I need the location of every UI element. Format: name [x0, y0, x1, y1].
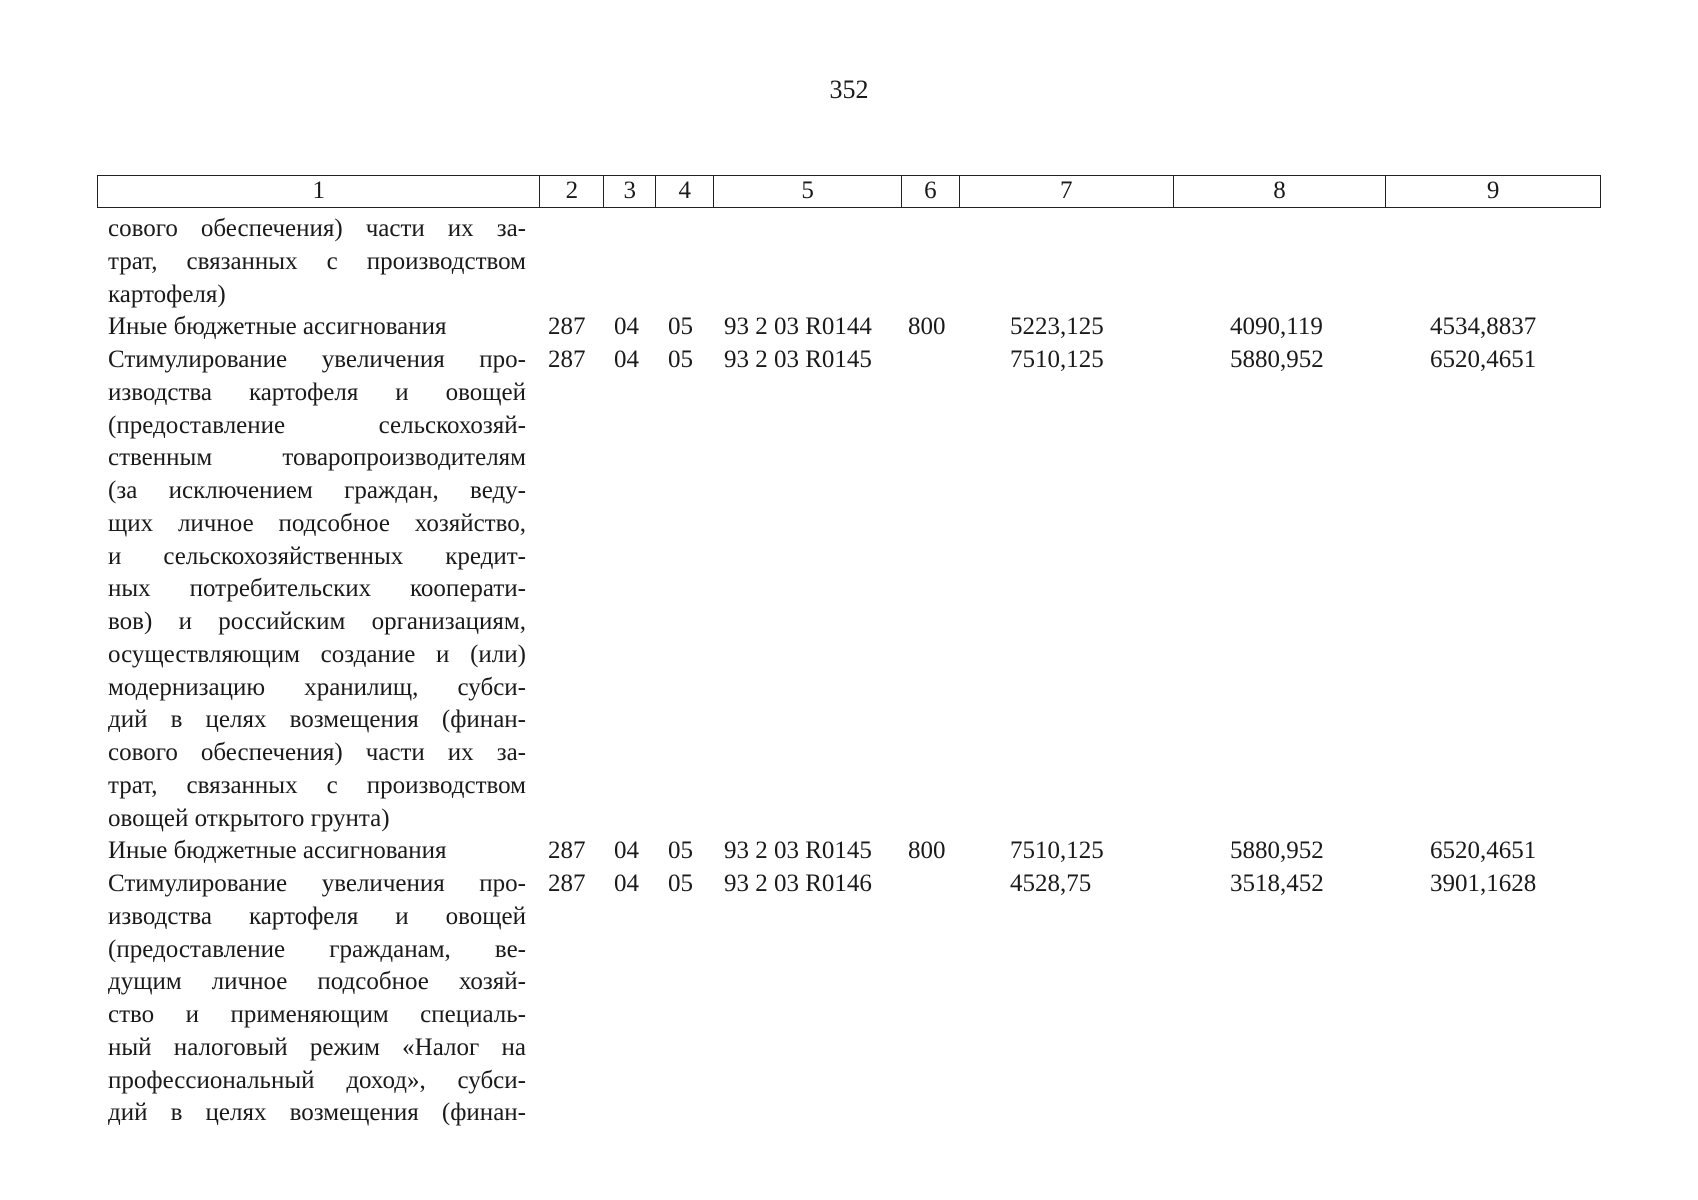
page-number: 352: [829, 75, 869, 104]
table-cell-col-6: [908, 343, 958, 376]
column-header-1: 1: [98, 176, 540, 207]
table-cell-col-8: 4090,119: [1230, 313, 1323, 341]
table-cell-col-2: 287: [548, 870, 586, 897]
column-header-6: 6: [902, 176, 960, 207]
table-row-text-line: изводства картофеля и овощей: [108, 902, 526, 930]
table-row: [0, 343, 1698, 376]
table-row-text-line: ственным товаропроизводителям: [108, 444, 526, 472]
table-cell-col-9: 3901,1628: [1430, 870, 1537, 897]
table-cell-col-4: 05: [668, 870, 693, 897]
table-cell-col-4: 05: [668, 346, 693, 373]
table-header-row: [97, 175, 1601, 208]
table-row-text-line: ный налоговый режим «Налог на: [108, 1033, 526, 1061]
table-cell-col-7: 4528,75: [1010, 870, 1092, 897]
table-row-text-line: Стимулирование увеличения про-: [108, 870, 526, 897]
table-cell-col-6: 800: [908, 837, 946, 865]
column-header-9: 9: [1486, 177, 1500, 204]
table-cell-col-8: 3518,452: [1230, 870, 1324, 897]
table-row-text-line: и сельскохозяйственных кредит-: [108, 542, 526, 570]
table-row-text-line: сового обеспечения) части их за-: [108, 215, 526, 242]
column-header-5: 5: [714, 176, 902, 207]
table-row-text-line: Иные бюджетные ассигнования: [108, 837, 447, 865]
table-row-text-line: изводства картофеля и овощей: [108, 378, 526, 406]
table-row-text-line: осуществляющим создание и (или): [108, 640, 526, 668]
table-row-text-line: дущим личное подсобное хозяй-: [108, 968, 526, 996]
table-cell-col-8: 5880,952: [1230, 837, 1324, 865]
table-row-text-line: (за исключением граждан, веду-: [108, 477, 526, 504]
table-cell-col-2: 287: [548, 313, 586, 341]
table-row-text-line: трат, связанных с производством: [108, 771, 526, 799]
table-cell-col-3: 04: [614, 313, 639, 341]
table-cell-col-2: 287: [548, 837, 586, 865]
column-header-7: 7: [960, 176, 1174, 207]
table-row-text-line: трат, связанных с производством: [108, 247, 526, 275]
table-row-text-line: овощей открытого грунта): [108, 804, 390, 832]
table-cell-col-3: 04: [614, 837, 639, 865]
table-cell-col-6: [908, 867, 958, 900]
table-row-text-line: (предоставление сельскохозяй-: [108, 411, 526, 439]
table-cell-col-5: 93 2 03 R0145: [724, 837, 872, 865]
table-cell-col-5: 93 2 03 R0145: [724, 346, 872, 373]
table-cell-col-8: 5880,952: [1230, 346, 1324, 373]
table-row-text-line: Стимулирование увеличения про-: [108, 346, 526, 373]
table-cell-col-9: 6520,4651: [1430, 837, 1537, 865]
table-cell-col-2: 287: [548, 346, 586, 373]
table-row-text-line: (предоставление гражданам, ве-: [108, 935, 526, 963]
table-row-text-line: модернизацию хранилищ, субси-: [108, 673, 526, 701]
table-cell-col-7: 7510,125: [1010, 837, 1104, 865]
table-row: [0, 867, 1698, 900]
table-row-text-line: Иные бюджетные ассигнования: [108, 313, 447, 341]
table-cell-col-7: 5223,125: [1010, 313, 1104, 341]
table-cell-col-9: 6520,4651: [1430, 346, 1537, 373]
column-header-4: 4: [656, 176, 714, 207]
table-cell-col-9: 4534,8837: [1430, 313, 1537, 341]
table-row-text-line: дий в целях возмещения (финан-: [108, 1099, 526, 1127]
table-row: [0, 310, 1698, 343]
table-cell-col-3: 04: [614, 346, 639, 373]
table-row-text-line: щих личное подсобное хозяйство,: [108, 509, 526, 537]
table-cell-col-4: 05: [668, 837, 693, 865]
table-row-text-line: картофеля): [108, 280, 226, 308]
column-header-8: 8: [1174, 176, 1387, 207]
column-header-2: 2: [540, 176, 604, 207]
table-row: [0, 834, 1698, 867]
table-row-text-line: дий в целях возмещения (финан-: [108, 706, 526, 734]
table-cell-col-3: 04: [614, 870, 639, 897]
table-cell-col-6: 800: [908, 313, 946, 341]
table-row-text-line: ных потребительских кооперати-: [108, 575, 526, 603]
column-header-3: 3: [604, 176, 656, 207]
table-cell-col-5: 93 2 03 R0146: [724, 870, 872, 897]
table-cell-col-4: 05: [668, 313, 693, 341]
table-row-text-line: профессиональный доход», субси-: [108, 1066, 526, 1094]
table-cell-col-7: 7510,125: [1010, 346, 1104, 373]
table-row-text-line: вов) и российским организациям,: [108, 608, 526, 635]
table-row-text-line: ство и применяющим специаль-: [108, 1001, 526, 1028]
table-cell-col-5: 93 2 03 R0144: [724, 313, 872, 341]
table-row-text-line: сового обеспечения) части их за-: [108, 739, 526, 766]
